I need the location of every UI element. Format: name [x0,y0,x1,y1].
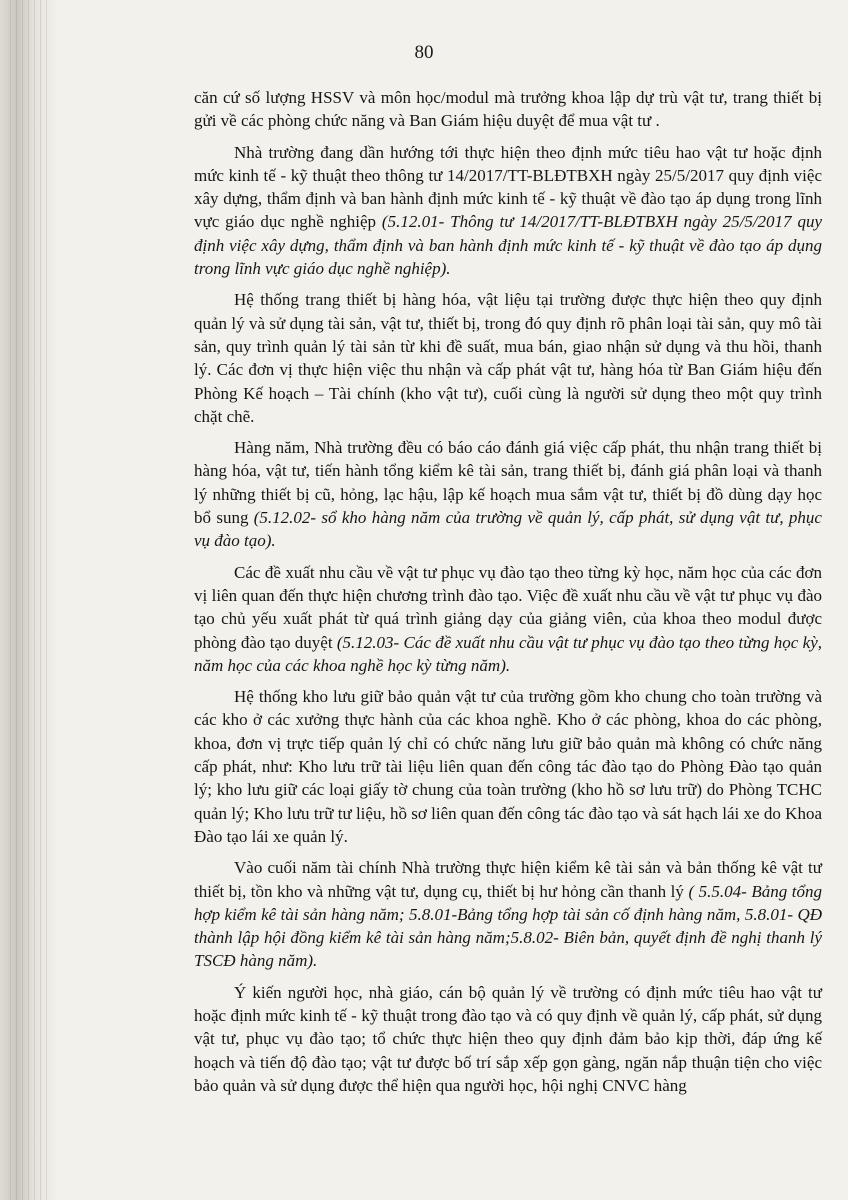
paragraph-1: căn cứ số lượng HSSV và môn học/modul mà trưởng khoa lập dự trù vật tư, trang thiết bị gửi về các phòng chức năng và Ban Giám hiệu duyệt để mua vật tư . [194,88,822,131]
paragraph-3: Hệ thống trang thiết bị hàng hóa, vật liệu tại trường được thực hiện theo quy định quản lý và sử dụng tài sản, vật tư, thiết bị, trong đó quy định rõ phân loại tài sản, quy mô tài sản, quy trình quản lý tài sản từ khi đề suất, mua bán, giao nhận sử dụng và thu hồi, thanh lý. Các đơn vị thực hiện việc thu nhận và cấp phát vật tư, hàng hóa từ Ban Giám hiệu đến Phòng Kế hoạch – Tài chính (kho vật tư), cuối cùng là người sử dụng theo một quy trình chặt chẽ. [194,290,822,426]
body-text [194,86,822,1105]
page-edge-lines [10,0,50,1200]
evidence-reference: ( 5.5.04- Bảng tổng hợp kiểm kê tài sản hàng năm; 5.8.01-Bảng tổng hợp tài sản cố định hàng năm, 5.8.01- QĐ thành lập hội đồng kiểm kê tài sản hàng năm;5.8.02- Biên bản, quyết định đề nghị thanh lý TSCĐ hàng năm). [194,881,823,971]
paragraph-4: Hàng năm, Nhà trường đều có báo cáo đánh giá việc cấp phát, thu nhận trang thiết bị hàng hóa, vật tư, tiến hành tổng kiểm kê tài sản, trang thiết bị, đánh giá phân loại và thanh lý những thiết bị cũ, hỏng, lạc hậu, lập kế hoạch mua sắm vật tư, thiết bị đồ dùng dạy học bổ sung (5.12.02- sổ kho hàng năm của trường về quản lý, cấp phát, sử dụng vật tư, phục vụ đào tạo). [194,438,822,551]
paragraph-2: Nhà trường đang dần hướng tới thực hiện theo định mức tiêu hao vật tư hoặc định mức kinh tế - kỹ thuật theo thông tư 14/2017/TT-BLĐTBXH ngày 25/5/2017 quy định việc xây dựng, thẩm định và ban hành định mức kinh tế - kỹ thuật về đào tạo áp dụng trong lĩnh vực giáo dục nghề nghiệp (5.12.01- Thông tư 14/2017/TT-BLĐTBXH ngày 25/5/2017 quy định việc xây dựng, thẩm định và ban hành định mức kinh tế - kỹ thuật về đào tạo áp dụng trong lĩnh vực giáo dục nghề nghiệp). [194,142,822,279]
paragraph-6: Hệ thống kho lưu giữ bảo quản vật tư của trường gồm kho chung cho toàn trường và các kho ở các xưởng thực hành của các khoa nghề. Kho ở các phòng, khoa do các phòng, khoa, đơn vị trực tiếp quản lý chỉ có chức năng lưu giữ bảo quản mà không có chức năng cấp phát, như: Kho lưu trữ tài liệu liên quan đến công tác đào tạo do Phòng Đào tạo quản lý; kho lưu giữ các loại giấy tờ chung của toàn trường (kho hồ sơ lưu trữ) do Phòng TCHC quản lý; Kho lưu trữ tư liệu, hồ sơ liên quan đến công tác đào tạo và sát hạch lái xe do Khoa Đào tạo lái xe quản lý. [194,687,822,846]
paragraph-8: Ý kiến người học, nhà giáo, cán bộ quản lý về trường có định mức tiêu hao vật tư hoặc định mức kinh tế - kỹ thuật trong đào tạo và có quy định về quản lý, cấp phát, sử dụng vật tư, phục vụ đào tạo; tổ chức thực hiện theo quy định đảm bảo kịp thời, đáp ứng kế hoạch và tiến độ đào tạo; vật tư được bố trí sắp xếp gọn gàng, ngăn nắp thuận tiện cho việc bảo quản và sử dụng được thể hiện qua người học, hội nghị CNVC hàng [194,982,822,1095]
evidence-reference: (5.12.01- Thông tư 14/2017/TT-BLĐTBXH ngày 25/5/2017 quy định việc xây dựng, thẩm định và ban hành định mức kinh tế - kỹ thuật về đào tạo áp dụng trong lĩnh vực giáo dục nghề nghiệp). [194,212,822,279]
paragraph-7: Vào cuối năm tài chính Nhà trường thực hiện kiểm kê tài sản và bản thống kê vật tư thiết bị, tồn kho và những vật tư, dụng cụ, thiết bị hư hỏng cần thanh lý ( 5.5.04- Bảng tổng hợp kiểm kê tài sản hàng năm; 5.8.01-Bảng tổng hợp tài sản cố định hàng năm, 5.8.01- QĐ thành lập hội đồng kiểm kê tài sản hàng năm;5.8.02- Biên bản, quyết định đề nghị thanh lý TSCĐ hàng năm). [194,858,823,971]
paragraph-5: Các đề xuất nhu cầu về vật tư phục vụ đào tạo theo từng kỳ học, năm học của các đơn vị liên quan đến thực hiện chương trình đào tạo. Việc đề xuất nhu cầu về vật tư phục vụ đào tạo chủ yếu xuất phát từ quá trình giảng dạy của giảng viên, của khoa theo modul được phòng đào tạo duyệt (5.12.03- Các đề xuất nhu cầu vật tư phục vụ đào tạo theo từng học kỳ, năm học của các khoa nghề học kỳ từng năm). [194,562,822,675]
evidence-reference: (5.12.03- Các đề xuất nhu cầu vật tư phục vụ đào tạo theo từng học kỳ, năm học của các khoa nghề học kỳ từng năm). [194,632,822,675]
evidence-reference: (5.12.02- sổ kho hàng năm của trường về quản lý, cấp phát, sử dụng vật tư, phục vụ đào tạo). [194,508,822,551]
page-number: 80 [414,42,434,63]
